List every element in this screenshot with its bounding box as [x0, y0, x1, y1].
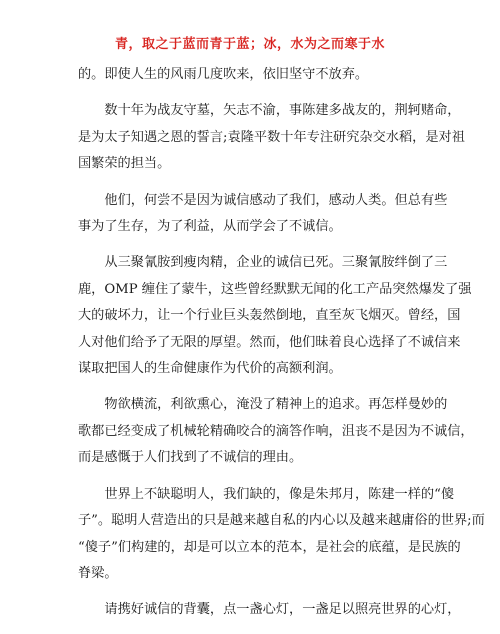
paragraph-2	[78, 98, 465, 177]
page-header: 青，取之于蓝而青于蓝；冰，水为之而寒于水	[114, 37, 385, 52]
body-text	[78, 62, 485, 634]
text-line: 大的破坏力，让一个行业巨头轰然倒地，直至灰飞烟灭。曾经，国	[78, 308, 461, 324]
text-line: 谋取把国人的生命健康作为代价的高额利润。	[78, 361, 342, 377]
paragraph-7	[78, 597, 461, 623]
paragraph-4	[78, 250, 472, 382]
text-line: 的。即使人生的风雨几度吹来，依旧坚守不放弃。	[78, 67, 369, 82]
text-line: “傻子”们构建的，却是可以立本的范本，是社会的底蕴，是民族的	[78, 539, 461, 555]
text-line: 鹿，OMP 缠住了蒙牛，这些曾经默默无闻的化工产品突然爆发了强	[78, 281, 472, 297]
paragraph-1	[78, 62, 450, 88]
text-line: 世界上不缺聪明人，我们缺的，像是朱邦月，陈建一样的“傻	[104, 486, 455, 502]
text-line: 而是感慨于人们找到了不诚信的理由。	[78, 450, 303, 466]
paragraph-6	[78, 482, 485, 588]
text-line: 从三聚氰胺到瘦肉精，企业的诚信已死。三聚氰胺绊倒了三	[104, 255, 448, 271]
text-line: 歌都已经变成了机械轮精确咬合的滴答作响，沮丧不是因为不诚信，	[78, 423, 474, 439]
text-line: 国繁荣的担当。	[78, 156, 171, 172]
text-line: 子”。聪明人营造出的只是越来越自私的内心以及越来越庸俗的世界;而	[78, 513, 485, 529]
text-line: 脊梁。	[78, 565, 118, 581]
text-line: 他们，何尝不是因为诚信感动了我们，感动人类。但总有些	[104, 192, 448, 208]
text-line: 请携好诚信的背囊，点一盏心灯，一盏足以照亮世界的心灯，	[104, 602, 461, 618]
text-line: 数十年为战友守墓，矢志不渝，事陈建多战友的，荆轲赌命，	[104, 103, 461, 119]
paragraph-5	[78, 392, 474, 471]
paragraph-3	[78, 188, 450, 241]
text-line: 是为太子知遇之恩的誓言;袁隆平数十年专注研究杂交水稻，是对祖	[78, 129, 465, 145]
text-line: 人对他们给予了无限的厚望。然而，他们昧着良心选择了不诚信来	[78, 334, 461, 350]
text-line: 事为了生存，为了利益，从而学会了不诚信。	[78, 219, 342, 235]
text-line: 物欲横流，利欲熏心，淹没了精神上的追求。再怎样曼妙的	[104, 397, 448, 413]
